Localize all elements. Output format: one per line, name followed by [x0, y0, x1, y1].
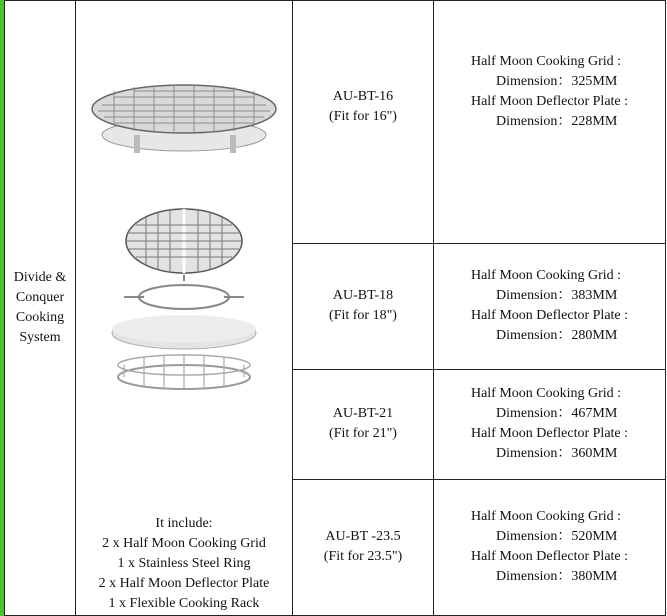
- plate-label: Half Moon Deflector Plate :: [470, 549, 629, 565]
- grid-label: Half Moon Cooking Grid :: [470, 54, 622, 70]
- product-name-cell: [5, 1, 76, 616]
- grid-label: Half Moon Cooking Grid :: [470, 509, 622, 525]
- plate-dimension: Dimension：380MM: [495, 569, 618, 585]
- plate-label: Half Moon Deflector Plate :: [470, 426, 629, 442]
- package-contents: [76, 514, 292, 614]
- dimension-cell: [434, 479, 666, 615]
- model-cell: [293, 479, 434, 615]
- model-cell: [293, 369, 434, 479]
- grid-dimension: Dimension：325MM: [495, 74, 618, 90]
- product-name: Divide & Conquer Cooking System: [13, 270, 67, 345]
- grid-label: Half Moon Cooking Grid :: [470, 386, 622, 402]
- model-code: AU-BT-16: [332, 89, 394, 105]
- plate-dimension: Dimension：360MM: [495, 446, 618, 462]
- exploded-parts-illustration: [112, 209, 256, 389]
- package-contents-heading: It include:: [155, 516, 213, 531]
- list-item: 1 x Stainless Steel Ring: [117, 556, 251, 571]
- assembled-grill-illustration: [92, 85, 276, 153]
- model-code: AU-BT-18: [332, 288, 394, 304]
- list-item: 2 x Half Moon Deflector Plate: [98, 576, 270, 591]
- model-fit: (Fit for 18"): [329, 308, 397, 324]
- model-fit: (Fit for 16"): [329, 109, 397, 125]
- spec-table: [4, 0, 666, 616]
- grid-dimension: Dimension：383MM: [495, 288, 618, 304]
- dimension-cell: [434, 244, 666, 369]
- model-cell: [293, 1, 434, 244]
- grid-label: Half Moon Cooking Grid :: [470, 268, 622, 284]
- grid-dimension: Dimension：520MM: [495, 529, 618, 545]
- plate-label: Half Moon Deflector Plate :: [470, 94, 629, 110]
- model-fit: (Fit for 21"): [329, 426, 397, 442]
- list-item: 1 x Flexible Cooking Rack: [108, 596, 260, 611]
- table-row: [5, 1, 666, 244]
- plate-label: Half Moon Deflector Plate :: [470, 308, 629, 324]
- model-code: AU-BT-21: [332, 406, 394, 422]
- model-cell: [293, 244, 434, 369]
- dimension-cell: [434, 369, 666, 479]
- plate-dimension: Dimension：280MM: [495, 328, 618, 344]
- dimension-cell: [434, 1, 666, 244]
- plate-dimension: Dimension：228MM: [495, 114, 618, 130]
- model-fit: (Fit for 23.5"): [323, 549, 403, 565]
- grid-dimension: Dimension：467MM: [495, 406, 618, 422]
- model-code: AU-BT -23.5: [325, 529, 401, 545]
- product-photo: [84, 65, 284, 405]
- product-image-cell: [76, 1, 293, 616]
- list-item: 2 x Half Moon Cooking Grid: [102, 536, 266, 551]
